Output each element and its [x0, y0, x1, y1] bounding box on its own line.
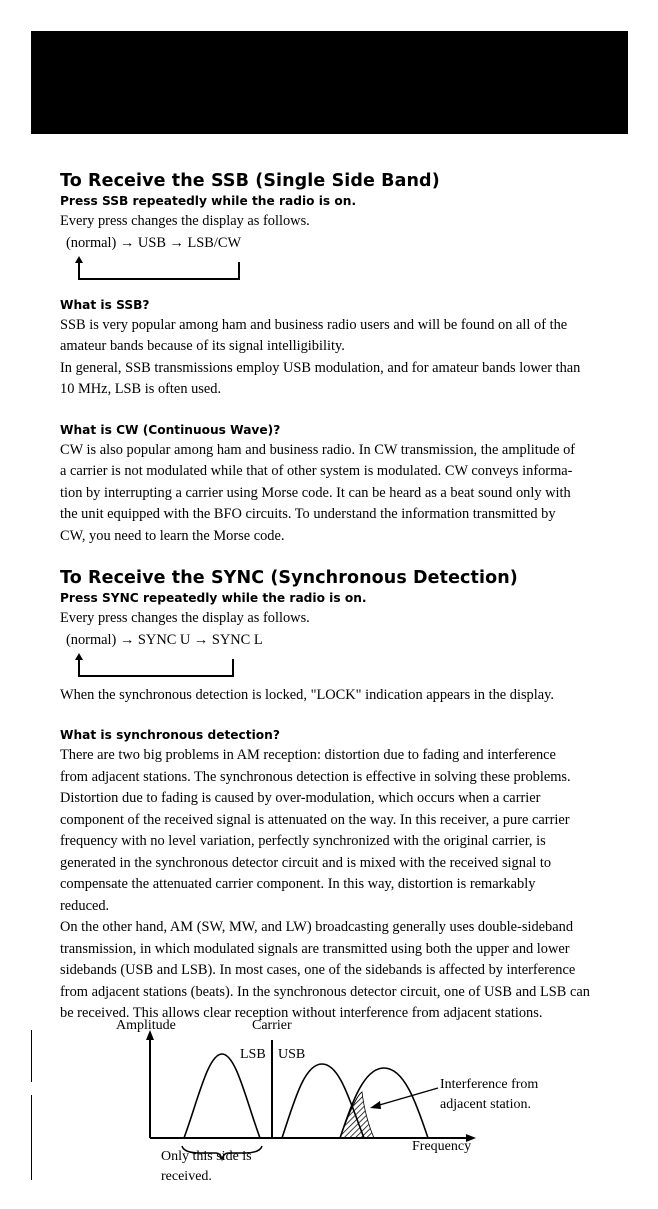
cw-line: CW, you need to learn the Morse code.	[60, 527, 285, 544]
ssb-para2-line1: In general, SSB transmissions employ USB modulation, and for amateur bands lower than	[60, 359, 581, 376]
sync-p1-line: Distortion due to fading is caused by over-modulation, which occurs when a carrier	[60, 790, 541, 806]
label-amplitude: Amplitude	[116, 1018, 176, 1033]
label-usb: USB	[278, 1047, 306, 1062]
ssb-heading: To Receive the SSB (Single Side Band)	[60, 171, 440, 191]
sync-p1-line: reduced.	[60, 897, 110, 914]
overlap-hatch	[340, 1092, 374, 1138]
ssb-para2-line2: 10 MHz, LSB is often used.	[60, 381, 222, 397]
pointer-arrow-icon	[370, 1101, 381, 1109]
sync-p1-line: compensate the attenuated carrier component. In this way, distortion is remarkably	[60, 876, 536, 892]
sync-p1-line: component of the received signal is attenuated on the way. In this receiver, a pure carrier	[60, 811, 570, 828]
sync-p1-line: There are two big problems in AM reception: distortion due to fading and interference	[60, 747, 556, 763]
cw-line: tion by interrupting a carrier using Morse code. It can be heard as a beat sound only with	[60, 484, 571, 501]
header-bar	[31, 31, 628, 134]
sync-p2-line: from adjacent stations (beats). In the synchronous detector circuit, one of USB and LSB can	[60, 983, 590, 1000]
ssb-instruction: Press SSB repeatedly while the radio is on.	[60, 194, 357, 208]
sync-p2-line: On the other hand, AM (SW, MW, and LW) broadcasting generally uses double-sideband	[60, 919, 574, 935]
what-is-sync-heading: What is synchronous detection?	[60, 728, 280, 742]
sync-p2-line: transmission, in which modulated signals are transmitted using both the upper and lower	[60, 940, 570, 957]
cw-line: the unit equipped with the BFO circuits. To understand the information transmitted by	[60, 506, 556, 522]
label-interference-1: Interference from	[440, 1077, 539, 1092]
label-frequency: Frequency	[412, 1139, 472, 1154]
sync-sequence: (normal) → SYNC U → SYNC L	[66, 631, 263, 648]
what-is-ssb-heading: What is SSB?	[60, 297, 150, 312]
what-is-cw-heading: What is CW (Continuous Wave)?	[60, 422, 281, 437]
label-lsb: LSB	[240, 1047, 266, 1062]
sync-heading: To Receive the SYNC (Synchronous Detection)	[60, 568, 518, 588]
cw-line: a carrier is not modulated while that of other system is modulated. CW conveys informa-	[60, 463, 573, 479]
ssb-para1-line2: amateur bands because of its signal intelligibility.	[60, 338, 345, 354]
sync-loop-arrow	[78, 651, 630, 681]
sync-p2-line: sidebands (USB and LSB). In most cases, one of the sidebands is affected by interference	[60, 962, 576, 978]
ssb-sequence: (normal) → USB → LSB/CW	[66, 234, 242, 251]
sync-every-press: Every press changes the display as follows.	[60, 610, 310, 626]
sync-p1-line: generated in the synchronous detector circuit and is mixed with the received signal to	[60, 854, 552, 871]
sideband-diagram	[30, 1010, 630, 1200]
ssb-para1-line1: SSB is very popular among ham and business radio users and will be found on all of the	[60, 316, 568, 333]
lsb-lobe	[184, 1054, 260, 1138]
ssb-every-press: Every press changes the display as follows.	[60, 213, 310, 229]
label-received: received.	[161, 1169, 212, 1184]
sync-instruction: Press SYNC repeatedly while the radio is on.	[60, 591, 367, 605]
label-only-this-side: Only this side is	[161, 1149, 252, 1164]
cw-line: CW is also popular among ham and business radio. In CW transmission, the amplitude of	[60, 441, 576, 458]
sync-p2-line: be received. This allows clear reception without interference from adjacent stations.	[60, 1005, 543, 1021]
sync-lock-note: When the synchronous detection is locked, "LOCK" indication appears in the display.	[60, 686, 554, 703]
sync-p1-line: from adjacent stations. The synchronous detection is effective in solving these problems.	[60, 768, 571, 785]
label-interference-2: adjacent station.	[440, 1097, 531, 1112]
ssb-loop-arrow	[78, 254, 630, 284]
page-content	[60, 170, 630, 1025]
label-carrier: Carrier	[252, 1018, 292, 1033]
sync-p1-line: frequency with no level variation, perfectly synchronized with the original carrier, is	[60, 833, 546, 849]
interference-pointer	[376, 1088, 438, 1106]
